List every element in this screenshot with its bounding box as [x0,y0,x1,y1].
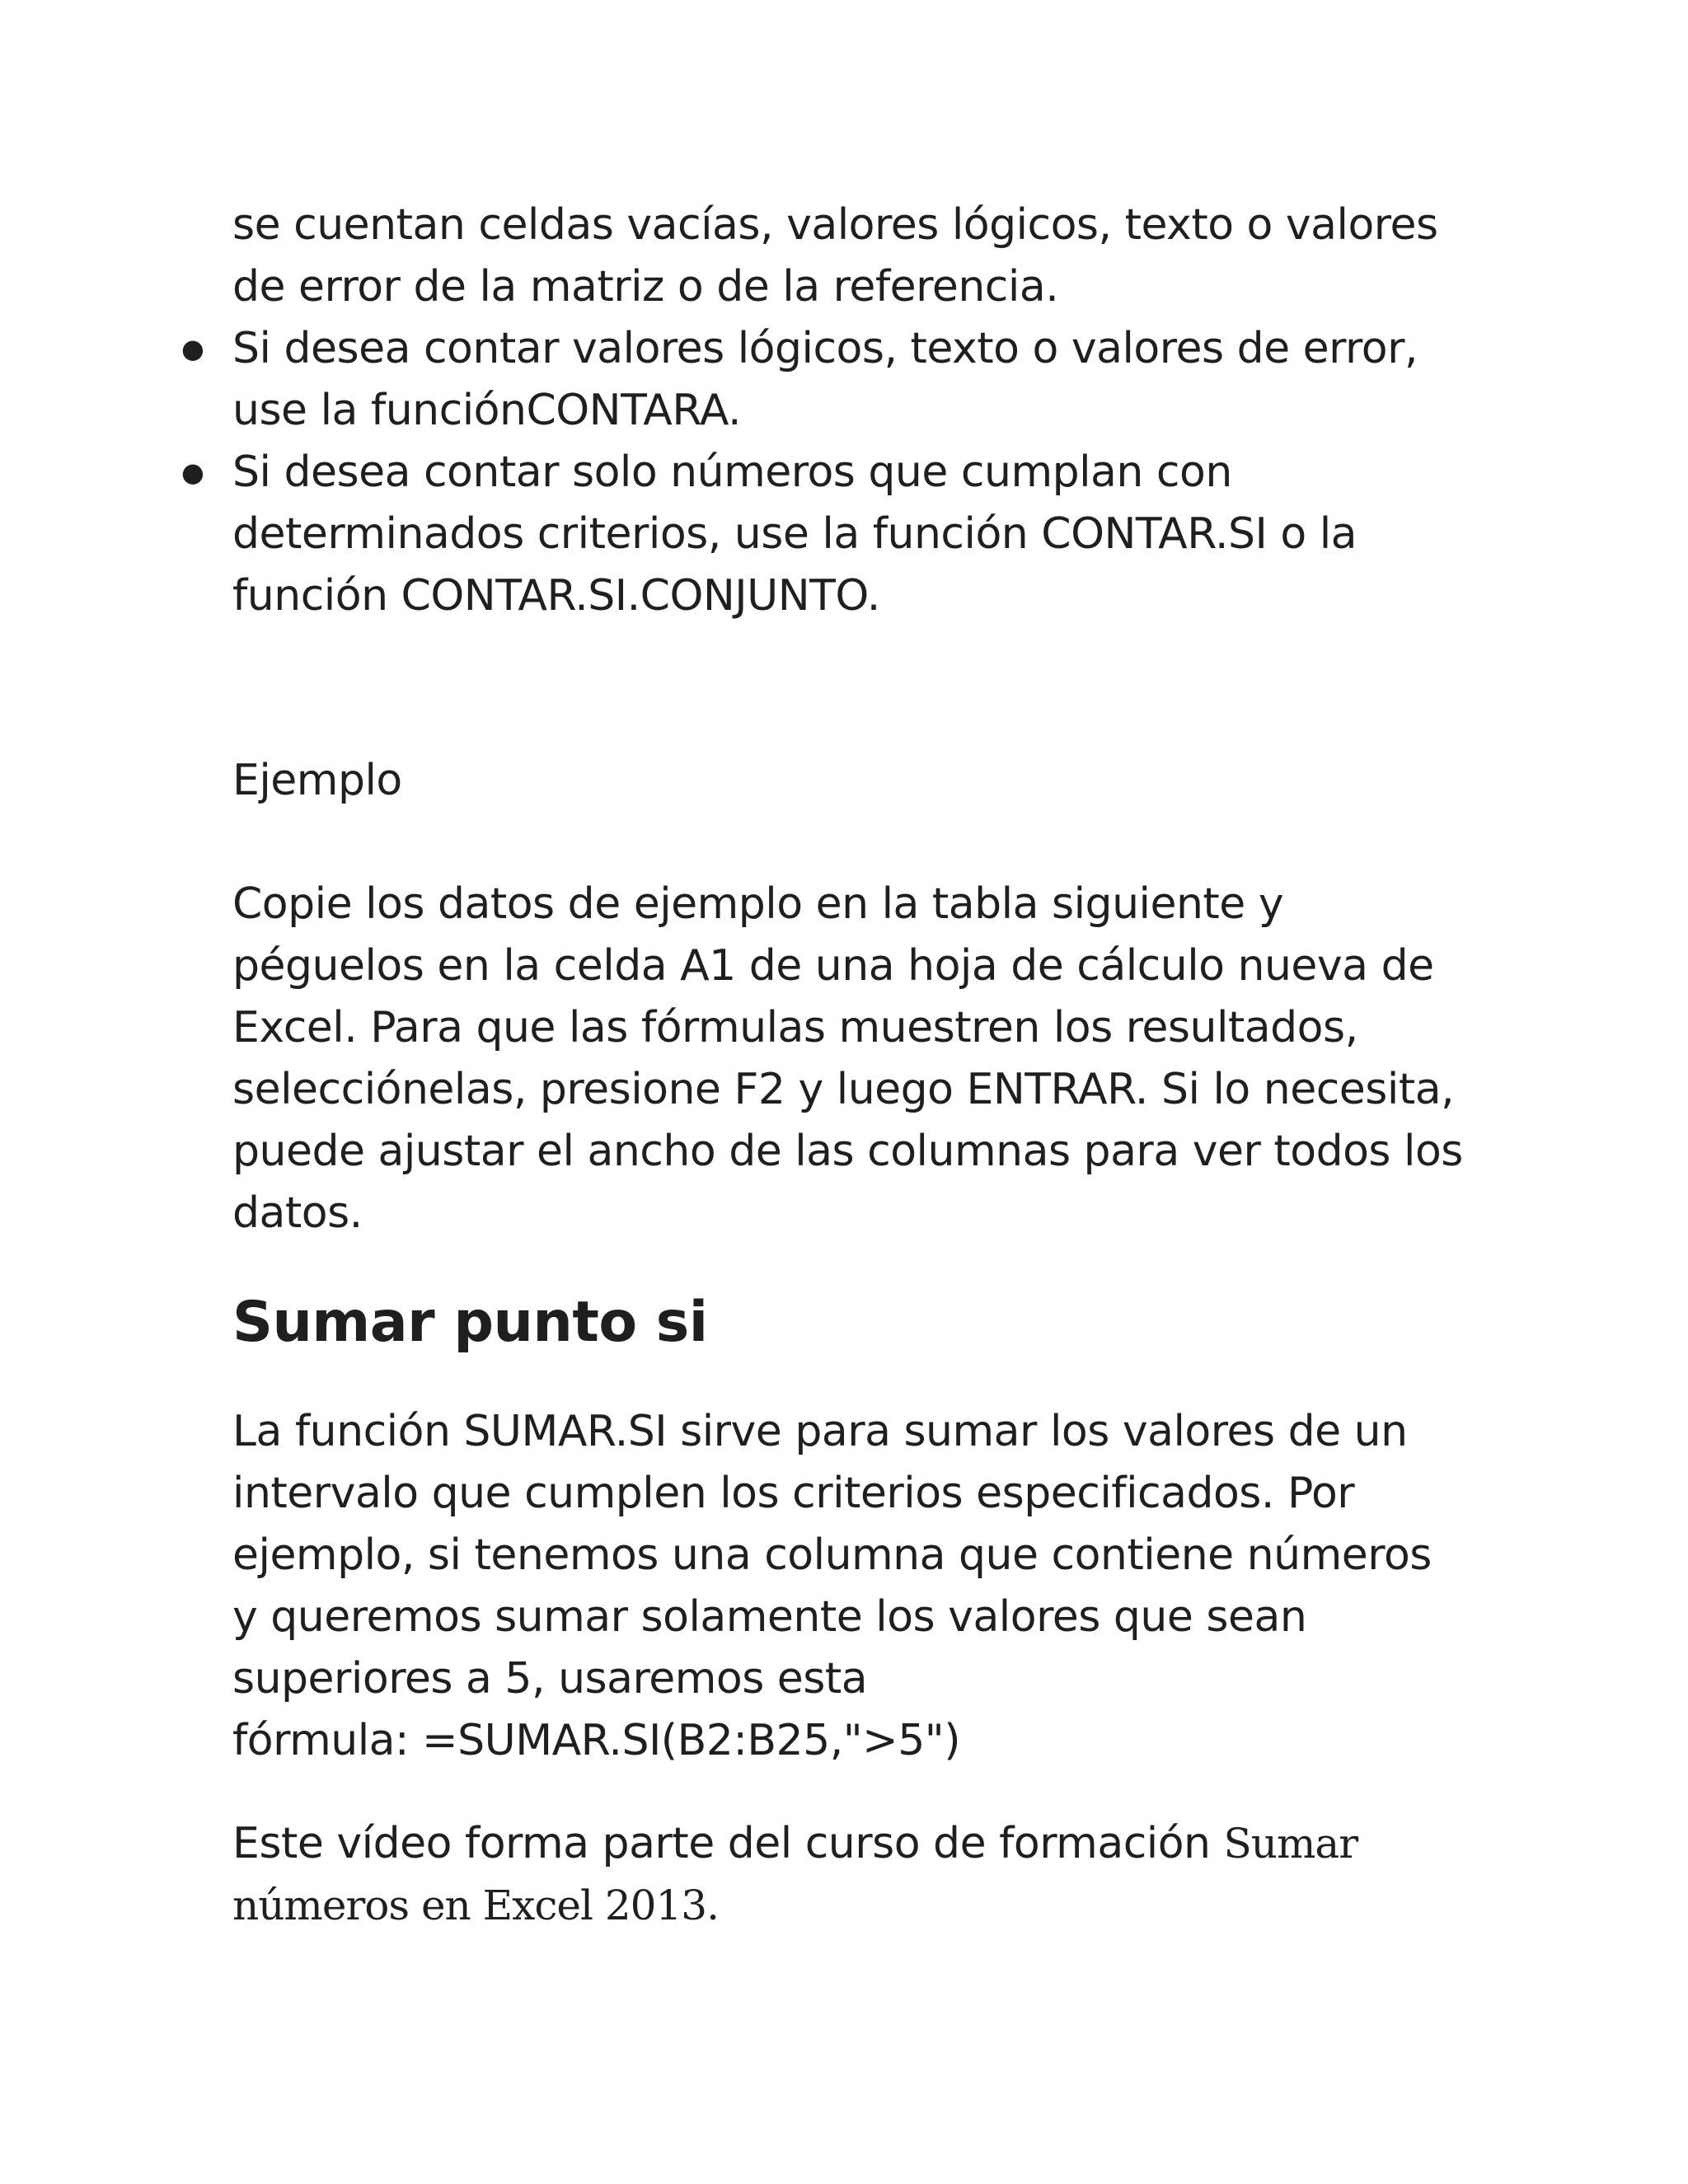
bullet-list [181,318,1469,627]
sumar-paragraph [232,1401,1469,1772]
list-item [181,442,1469,627]
list-item [181,318,1469,442]
course-link[interactable]: Sumar números en Excel 2013. [232,1820,1358,1929]
video-paragraph [232,1813,1469,1937]
continuation-paragraph: se cuentan celdas vacías, valores lógicos, texto o valores de error de la matriz o de la referencia. [232,200,1438,312]
list-item-text: Si desea contar valores lógicos, texto o valores de error, use la funciónCONTARA. [232,324,1418,435]
list-item-text: Si desea contar solo números que cumplan con determinados criterios, use la función CONTAR.SI o la función CONTAR.SI.CONJUNTO. [232,448,1357,621]
section-heading: Sumar punto si [232,1290,708,1355]
example-paragraph: Copie los datos de ejemplo en la tabla siguiente y péguelos en la celda A1 de una hoja de cálculo nueva de Excel. Para que las fórmulas muestren los resultados, selecciónelas, presione F2 y luego ENTRAR. Si lo necesita, puede ajustar el ancho de las columnas para ver todos los datos. [232,879,1463,1238]
example-label: Ejemplo [232,756,402,805]
bullet-icon: ● [181,457,204,488]
formula-line: fórmula: =SUMAR.SI(B2:B25,">5") [232,1716,960,1765]
sumar-description: La función SUMAR.SI sirve para sumar los valores de un intervalo que cumplen los criterios especificados. Por ejemplo, si tenemos una columna que contiene números y queremos sumar solamente los valores que sean superiores a 5, usaremos esta [232,1407,1432,1704]
bullet-icon: ● [181,333,204,364]
video-text: Este vídeo forma parte del curso de formación [232,1819,1211,1868]
